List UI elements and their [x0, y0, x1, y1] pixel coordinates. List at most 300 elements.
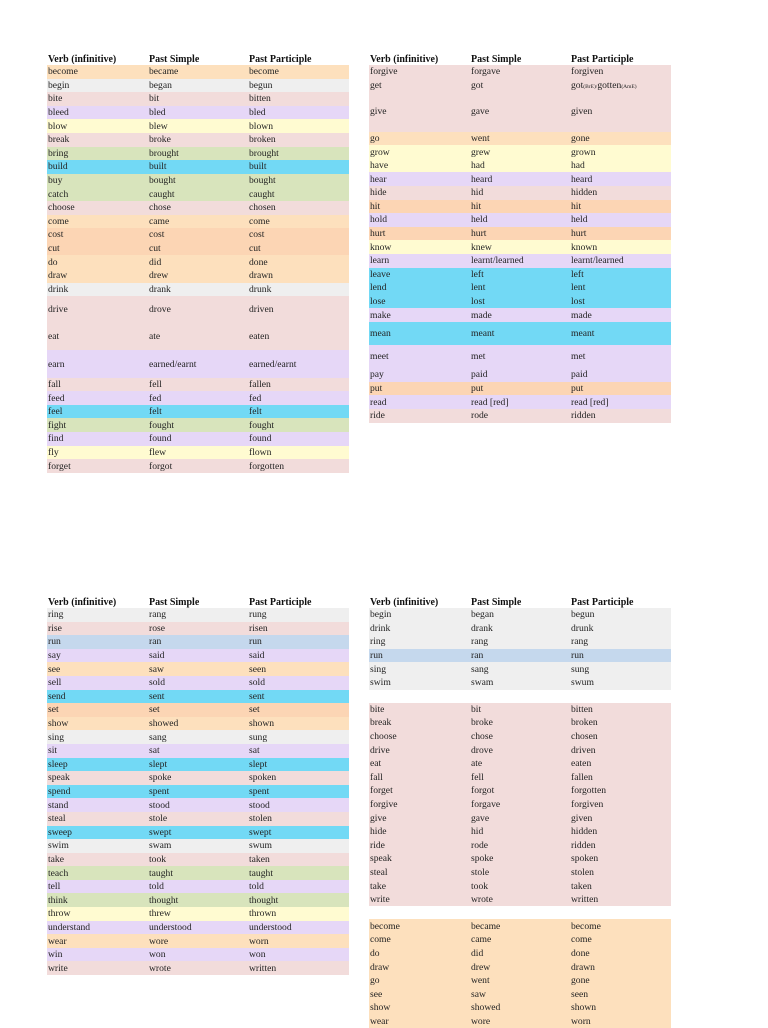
past-participle-text: sold [249, 677, 265, 689]
table-row [369, 295, 671, 309]
past-simple-cell: ran [471, 650, 484, 662]
table-spacer [369, 906, 671, 919]
past-simple-cell: got [471, 79, 484, 91]
past-simple-cell: hid [471, 826, 484, 838]
past-simple-cell: heard [471, 173, 493, 185]
infinitive-cell: speak [48, 772, 70, 784]
table-row [369, 649, 671, 663]
past-participle-text: understood [249, 921, 292, 933]
table-row [369, 743, 671, 757]
past-simple-cell: rose [149, 622, 165, 634]
past-participle-text: fallen [571, 771, 593, 783]
past-simple-cell: wrote [471, 894, 493, 906]
table-row [369, 825, 671, 839]
infinitive-cell: eat [370, 758, 382, 770]
past-participle-cell [570, 269, 670, 280]
infinitive-cell: choose [48, 202, 75, 214]
table-row [47, 160, 349, 174]
table-row [47, 255, 349, 269]
past-participle-text: hidden [571, 826, 598, 838]
past-simple-cell: swam [471, 677, 494, 689]
past-participle-cell [248, 881, 348, 892]
past-participle-cell [570, 328, 670, 339]
past-participle-cell [248, 359, 348, 370]
table-row [47, 880, 349, 894]
infinitive-cell: cost [48, 229, 64, 241]
infinitive-cell: show [370, 1002, 391, 1014]
past-participle-text: slept [249, 758, 268, 770]
table-row [369, 662, 671, 676]
infinitive-cell: write [370, 894, 390, 906]
past-participle-text: run [571, 650, 584, 662]
infinitive-cell: become [48, 66, 78, 78]
past-participle-text: rung [249, 609, 267, 621]
past-simple-cell: felt [149, 406, 162, 418]
infinitive-cell: give [370, 812, 387, 824]
past-simple-cell: came [149, 215, 170, 227]
table-row [369, 186, 671, 200]
past-simple-cell: hit [471, 200, 482, 212]
past-simple-cell: saw [149, 663, 164, 675]
past-participle-text: found [249, 433, 272, 445]
past-participle-cell [248, 840, 348, 851]
past-simple-cell: swam [149, 840, 172, 852]
table-row [369, 200, 671, 214]
past-participle-text: told [249, 881, 264, 893]
past-participle-cell [570, 242, 670, 253]
table-row [47, 812, 349, 826]
past-participle-cell [570, 867, 670, 878]
past-participle-text: driven [249, 304, 274, 316]
verb-table-4 [369, 594, 671, 1028]
past-participle-text: rang [571, 636, 589, 648]
past-participle-text: stood [249, 799, 270, 811]
table-row [369, 703, 671, 717]
infinitive-cell: drink [370, 622, 391, 634]
past-simple-cell: brought [149, 147, 179, 159]
past-participle-text: begun [249, 79, 273, 91]
past-participle-text: set [249, 704, 260, 716]
past-simple-cell: taught [149, 867, 173, 879]
table-row [369, 919, 671, 933]
table-row [47, 79, 349, 93]
past-simple-cell: set [149, 704, 160, 716]
past-participle-cell [248, 895, 348, 906]
table-row [47, 323, 349, 350]
past-participle-cell [570, 147, 670, 158]
table-row [47, 391, 349, 405]
infinitive-cell: run [48, 636, 61, 648]
table-row [369, 866, 671, 880]
past-participle-cell [570, 650, 670, 661]
past-participle-cell [248, 732, 348, 743]
past-participle-cell [248, 759, 348, 770]
past-simple-cell: hid [471, 187, 484, 199]
past-simple-cell: spoke [471, 853, 494, 865]
past-participle-cell [248, 461, 348, 472]
past-participle-text: drunk [571, 622, 594, 634]
past-participle-text: left [571, 268, 584, 280]
past-participle-text: done [249, 256, 268, 268]
past-participle-text: eaten [249, 331, 270, 343]
table-spacer [369, 690, 671, 703]
past-participle-cell [248, 304, 348, 315]
infinitive-cell: bring [48, 147, 69, 159]
past-participle-text: earned/earnt [249, 358, 297, 370]
past-participle-cell [248, 148, 348, 159]
table-row [47, 866, 349, 880]
past-participle-text: drawn [571, 961, 595, 973]
past-participle-cell [570, 255, 670, 266]
table-row [47, 744, 349, 758]
past-simple-cell: forgave [471, 799, 501, 811]
table-row [47, 228, 349, 242]
table-row [47, 119, 349, 133]
infinitive-cell: tell [48, 881, 61, 893]
past-participle-cell [570, 310, 670, 321]
past-participle-text: broken [571, 717, 598, 729]
table-row [369, 893, 671, 907]
infinitive-cell: have [370, 160, 389, 172]
past-simple-cell: gave [471, 106, 490, 118]
table-row [369, 213, 671, 227]
past-participle-cell [570, 772, 670, 783]
past-participle-cell [248, 718, 348, 729]
infinitive-cell: fly [48, 446, 59, 458]
region-note: (AmE) [621, 83, 637, 90]
infinitive-cell: do [48, 256, 58, 268]
past-participle-text: come [249, 215, 270, 227]
past-participle-text: run [249, 636, 262, 648]
past-participle-text: forgiven [571, 799, 604, 811]
past-simple-cell: understood [149, 921, 192, 933]
past-simple-cell: flew [149, 446, 167, 458]
table-row [47, 676, 349, 690]
past-participle-alt-text: gotten [597, 79, 622, 91]
table-row [369, 784, 671, 798]
past-simple-cell: told [149, 881, 164, 893]
past-simple-cell: stole [149, 813, 168, 825]
past-participle-text: begun [571, 609, 595, 621]
past-simple-cell: forgot [149, 460, 173, 472]
past-participle-cell [570, 813, 670, 824]
table-row [47, 934, 349, 948]
table-row [47, 106, 349, 120]
past-participle-text: chosen [571, 731, 598, 743]
past-participle-text: broken [249, 134, 276, 146]
table-row [47, 961, 349, 975]
past-participle-text: held [571, 214, 588, 226]
past-simple-cell: stole [471, 866, 490, 878]
past-participle-text: had [571, 160, 585, 172]
past-simple-cell: became [471, 920, 501, 932]
past-participle-cell [248, 772, 348, 783]
infinitive-cell: sing [370, 663, 386, 675]
infinitive-cell: break [48, 134, 70, 146]
past-participle-text: got [571, 79, 584, 91]
table-row [369, 947, 671, 961]
table-row [47, 798, 349, 812]
past-simple-cell: sang [471, 663, 489, 675]
past-participle-cell [570, 934, 670, 945]
past-participle-text: bitten [249, 93, 271, 105]
table-row [47, 187, 349, 201]
past-simple-cell: cost [149, 229, 165, 241]
past-simple-cell: paid [471, 369, 488, 381]
past-participle-text: taken [249, 853, 270, 865]
column-header: Past Simple [149, 54, 200, 65]
past-simple-cell: came [471, 934, 492, 946]
past-participle-cell [248, 121, 348, 132]
infinitive-cell: do [370, 947, 380, 959]
table-row [369, 716, 671, 730]
table-row [369, 974, 671, 988]
past-simple-cell: learnt/learned [471, 255, 524, 267]
table-row [47, 296, 349, 323]
infinitive-cell: bite [370, 703, 385, 715]
table-row [47, 283, 349, 297]
past-simple-cell: wrote [149, 962, 171, 974]
infinitive-cell: rise [48, 622, 62, 634]
table-row [47, 350, 349, 377]
past-participle-cell [248, 908, 348, 919]
past-simple-cell: chose [471, 731, 493, 743]
past-simple-cell: said [149, 650, 165, 662]
infinitive-cell: hit [370, 200, 381, 212]
infinitive-cell: see [370, 988, 383, 1000]
past-participle-text: bought [249, 175, 276, 187]
table-row [47, 703, 349, 717]
infinitive-cell: show [48, 718, 69, 730]
infinitive-cell: forgive [370, 66, 398, 78]
past-participle-cell [248, 229, 348, 240]
past-participle-cell [570, 66, 670, 77]
past-simple-cell: ate [471, 758, 483, 770]
past-participle-text: fallen [249, 378, 271, 390]
table-row [369, 409, 671, 423]
table-row [47, 269, 349, 283]
past-participle-cell [248, 107, 348, 118]
past-participle-text: stolen [571, 866, 594, 878]
past-simple-cell: ate [149, 331, 161, 343]
table-row [369, 622, 671, 636]
infinitive-cell: go [370, 975, 380, 987]
table-row [47, 730, 349, 744]
table-row [369, 933, 671, 947]
past-participle-cell [570, 894, 670, 905]
past-participle-text: hurt [571, 228, 587, 240]
past-simple-cell: knew [471, 241, 492, 253]
table-row [47, 717, 349, 731]
past-participle-cell [570, 921, 670, 932]
past-simple-cell: wore [149, 935, 169, 947]
past-simple-cell: bit [149, 93, 160, 105]
past-participle-text: swum [571, 677, 594, 689]
past-simple-cell: began [471, 609, 494, 621]
past-participle-cell [248, 868, 348, 879]
infinitive-cell: begin [48, 79, 70, 91]
table-row [47, 215, 349, 229]
past-participle-text: come [571, 934, 592, 946]
past-simple-cell: saw [471, 988, 486, 1000]
column-header: Past Participle [249, 54, 312, 65]
past-participle-cell [570, 1016, 670, 1027]
infinitive-cell: build [48, 161, 68, 173]
infinitive-cell: earn [48, 358, 65, 370]
table-row [369, 368, 671, 382]
past-simple-cell: caught [149, 188, 175, 200]
infinitive-cell: sing [48, 731, 64, 743]
infinitive-cell: put [370, 383, 383, 395]
column-header: Past Participle [571, 54, 634, 65]
table-row [369, 240, 671, 254]
past-participle-cell [570, 383, 670, 394]
table-row [369, 345, 671, 368]
infinitive-cell: teach [48, 867, 69, 879]
table-row [369, 79, 671, 93]
infinitive-cell: hide [370, 826, 387, 838]
table-row [47, 662, 349, 676]
past-participle-text: made [571, 309, 592, 321]
verb-table-1 [47, 51, 349, 473]
past-simple-cell: meant [471, 327, 495, 339]
infinitive-cell: sell [48, 677, 62, 689]
infinitive-cell: come [370, 934, 391, 946]
past-participle-text: felt [249, 406, 262, 418]
past-participle-text: sung [571, 663, 590, 675]
past-simple-cell: met [471, 351, 486, 363]
table-row [369, 65, 671, 79]
infinitive-cell: lend [370, 282, 387, 294]
past-participle-cell [570, 799, 670, 810]
past-participle-cell [248, 257, 348, 268]
past-participle-text: grown [571, 146, 596, 158]
past-simple-cell: went [471, 132, 490, 144]
table-row [369, 811, 671, 825]
past-participle-cell [248, 800, 348, 811]
table-row [47, 948, 349, 962]
past-participle-cell [248, 786, 348, 797]
past-simple-cell: drove [149, 304, 171, 316]
table-row [369, 879, 671, 893]
infinitive-cell: set [48, 704, 59, 716]
table-row [369, 960, 671, 974]
infinitive-cell: stand [48, 799, 69, 811]
past-participle-text: shown [571, 1002, 597, 1014]
past-participle-text: swept [249, 826, 272, 838]
past-simple-cell: bled [149, 107, 166, 119]
past-simple-cell: sang [149, 731, 167, 743]
past-participle-cell [248, 922, 348, 933]
infinitive-cell: forget [48, 460, 71, 472]
past-simple-cell: spoke [149, 772, 172, 784]
past-participle-cell [248, 93, 348, 104]
table-row [47, 921, 349, 935]
past-simple-cell: hurt [471, 228, 487, 240]
infinitive-cell: hear [370, 173, 387, 185]
table-row [369, 227, 671, 241]
past-participle-cell [570, 826, 670, 837]
infinitive-cell: take [370, 880, 386, 892]
past-simple-cell: did [149, 256, 162, 268]
past-simple-cell: slept [149, 758, 168, 770]
infinitive-cell: throw [48, 908, 71, 920]
past-participle-text: thrown [249, 908, 277, 920]
table-row [369, 145, 671, 159]
infinitive-cell: mean [370, 327, 391, 339]
table-row [369, 798, 671, 812]
past-participle-cell [570, 881, 670, 892]
table-row [47, 690, 349, 704]
infinitive-cell: choose [370, 731, 397, 743]
past-simple-cell: broke [149, 134, 171, 146]
past-simple-cell: sent [149, 690, 165, 702]
past-participle-cell [248, 175, 348, 186]
infinitive-cell: become [370, 920, 400, 932]
table-row [47, 418, 349, 432]
infinitive-cell: read [370, 396, 387, 408]
table-row [369, 730, 671, 744]
table-row [47, 771, 349, 785]
past-participle-text: heard [571, 173, 593, 185]
infinitive-cell: catch [48, 188, 69, 200]
column-header: Verb (infinitive) [48, 54, 117, 65]
past-participle-text: lent [571, 282, 586, 294]
infinitive-cell: win [48, 949, 63, 961]
past-simple-cell: sold [149, 677, 165, 689]
past-simple-cell: sat [149, 745, 160, 757]
past-participle-text: ridden [571, 839, 596, 851]
table-row [369, 839, 671, 853]
past-participle-text: seen [571, 988, 589, 1000]
past-simple-cell: chose [149, 202, 171, 214]
past-simple-cell: thought [149, 894, 179, 906]
past-simple-cell: showed [471, 1002, 501, 1014]
infinitive-cell: feel [48, 406, 63, 418]
past-participle-cell [570, 623, 670, 634]
past-participle-text: flown [249, 446, 272, 458]
past-participle-text: said [249, 650, 265, 662]
past-participle-cell [248, 331, 348, 342]
past-simple-cell: drew [149, 270, 169, 282]
infinitive-cell: ring [370, 636, 386, 648]
infinitive-cell: wear [48, 935, 67, 947]
past-participle-cell [248, 216, 348, 227]
past-simple-cell: stood [149, 799, 170, 811]
past-simple-cell: found [149, 433, 172, 445]
infinitive-cell: bite [48, 93, 63, 105]
table-row [369, 92, 671, 131]
infinitive-cell: blow [48, 120, 68, 132]
past-participle-cell [570, 214, 670, 225]
table-row [369, 635, 671, 649]
table-row [47, 826, 349, 840]
table-row [47, 758, 349, 772]
past-participle-cell [570, 717, 670, 728]
past-simple-cell: held [471, 214, 488, 226]
past-simple-cell: began [149, 79, 172, 91]
past-participle-cell [570, 106, 670, 117]
past-simple-cell: rode [471, 839, 489, 851]
past-participle-cell [570, 704, 670, 715]
past-simple-cell: fell [149, 378, 162, 390]
past-participle-cell [570, 636, 670, 647]
past-simple-cell: drove [471, 744, 493, 756]
past-participle-cell [248, 936, 348, 947]
past-participle-text: shown [249, 718, 275, 730]
past-simple-cell: broke [471, 717, 493, 729]
past-participle-cell [570, 840, 670, 851]
